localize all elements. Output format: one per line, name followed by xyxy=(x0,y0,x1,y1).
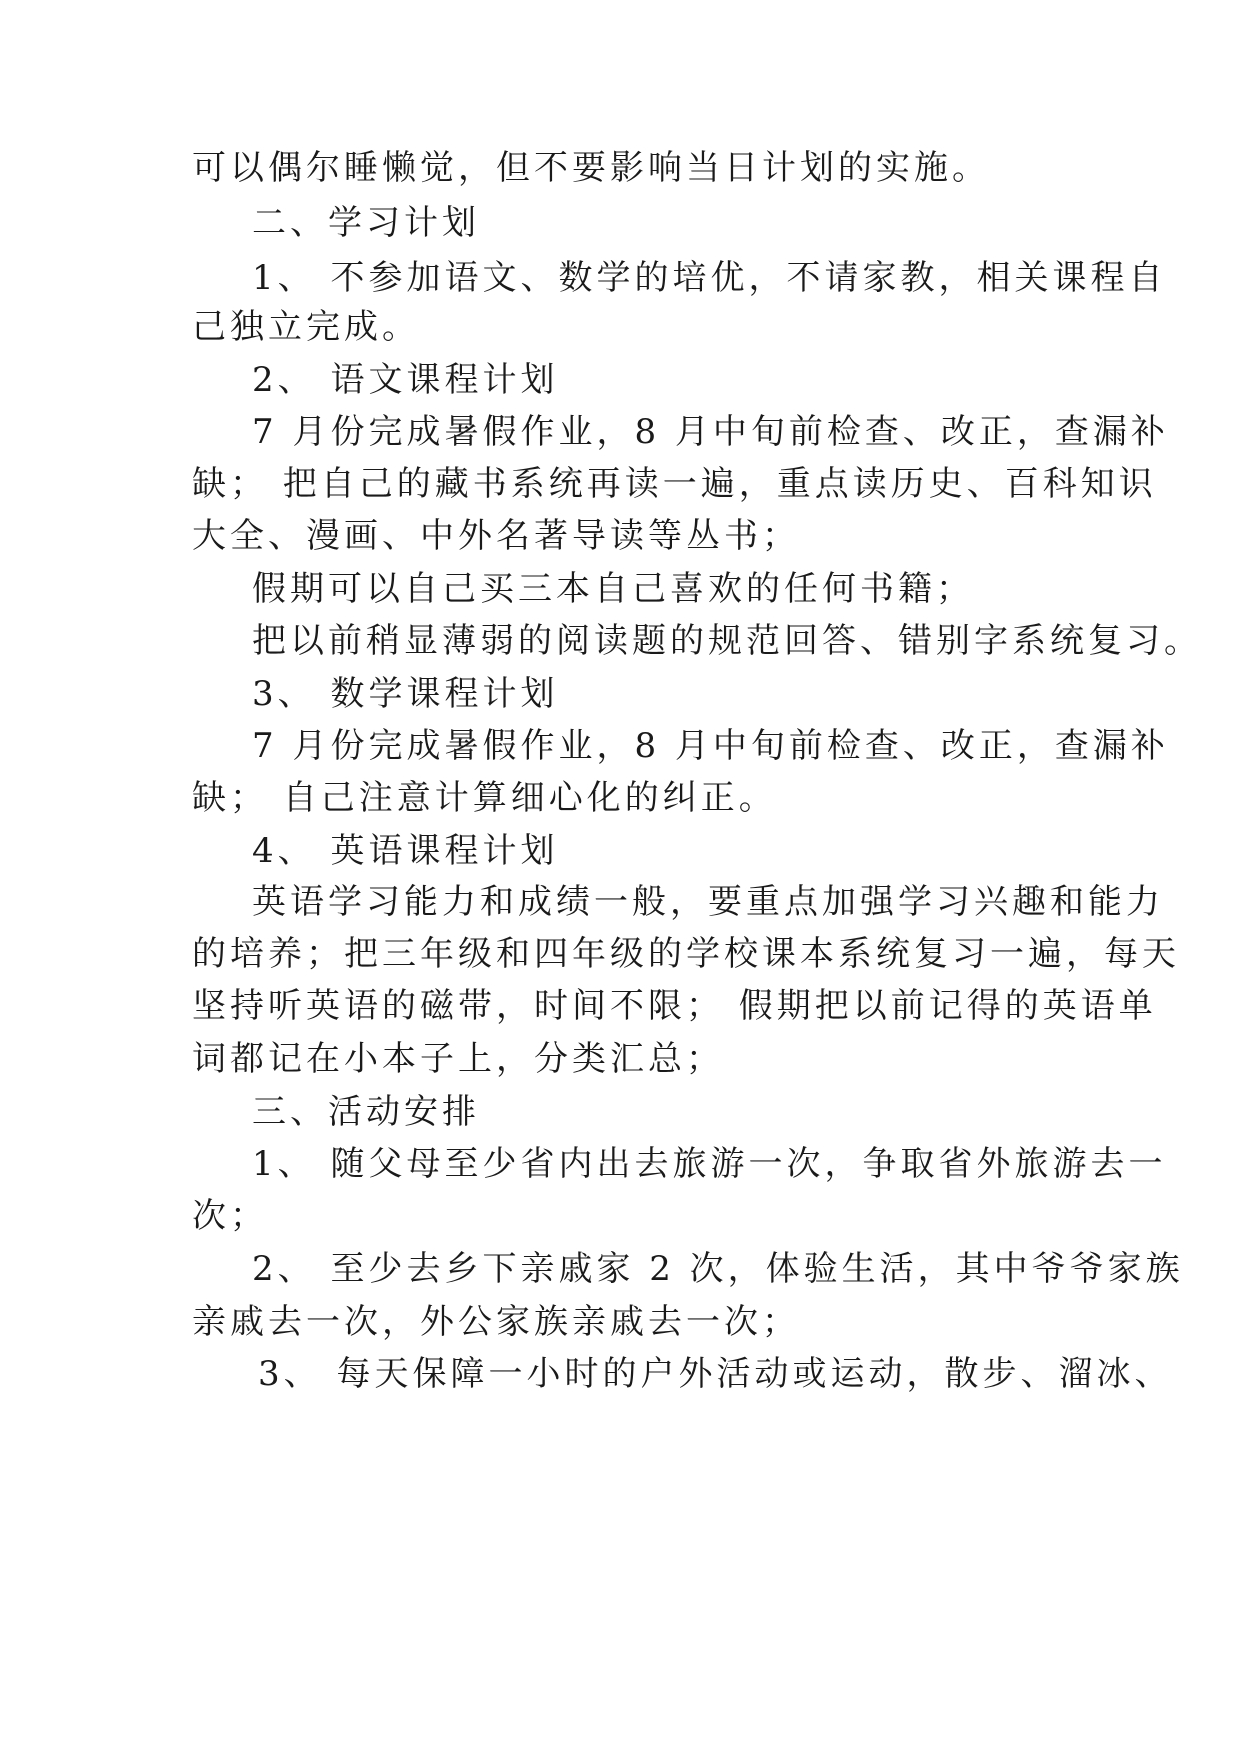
text-line: 7 月份完成暑假作业，8 月中旬前检查、改正，查漏补 xyxy=(252,726,1169,766)
text-line: 缺； 自己注意计算细心化的纠正。 xyxy=(192,778,777,818)
text-line: 2、 至少去乡下亲戚家 2 次，体验生活，其中爷爷家族 xyxy=(252,1249,1184,1289)
text-line: 可以偶尔睡懒觉，但不要影响当日计划的实施。 xyxy=(192,148,990,188)
text-line: 1、 随父母至少省内出去旅游一次，争取省外旅游去一 xyxy=(252,1144,1167,1184)
text-line: 7 月份完成暑假作业，8 月中旬前检查、改正，查漏补 xyxy=(252,412,1169,452)
subsection-heading: 3、 数学课程计划 xyxy=(252,674,559,714)
subsection-heading: 2、 语文课程计划 xyxy=(252,360,559,400)
text-line: 词都记在小本子上，分类汇总； xyxy=(192,1039,724,1079)
text-line: 次； xyxy=(192,1196,268,1236)
section-heading: 二、学习计划 xyxy=(252,203,480,243)
text-line: 亲戚去一次，外公家族亲戚去一次； xyxy=(192,1302,800,1342)
text-line: 的培养；把三年级和四年级的学校课本系统复习一遍，每天 xyxy=(192,934,1180,974)
section-heading: 三、活动安排 xyxy=(252,1092,480,1132)
text-line: 1、 不参加语文、数学的培优，不请家教，相关课程自 xyxy=(252,258,1167,298)
text-line: 英语学习能力和成绩一般，要重点加强学习兴趣和能力 xyxy=(252,882,1164,922)
text-line: 把以前稍显薄弱的阅读题的规范回答、错别字系统复习。 xyxy=(252,621,1202,661)
text-line: 坚持听英语的磁带，时间不限； 假期把以前记得的英语单 xyxy=(192,986,1157,1026)
text-line: 缺； 把自己的藏书系统再读一遍，重点读历史、百科知识 xyxy=(192,464,1157,504)
subsection-heading: 4、 英语课程计划 xyxy=(252,831,559,871)
text-line: 假期可以自己买三本自己喜欢的任何书籍； xyxy=(252,569,974,609)
text-line: 大全、漫画、中外名著导读等丛书； xyxy=(192,516,800,556)
text-line: 己独立完成。 xyxy=(192,307,420,347)
text-line: 3、 每天保障一小时的户外活动或运动，散步、溜冰、 xyxy=(258,1354,1173,1394)
